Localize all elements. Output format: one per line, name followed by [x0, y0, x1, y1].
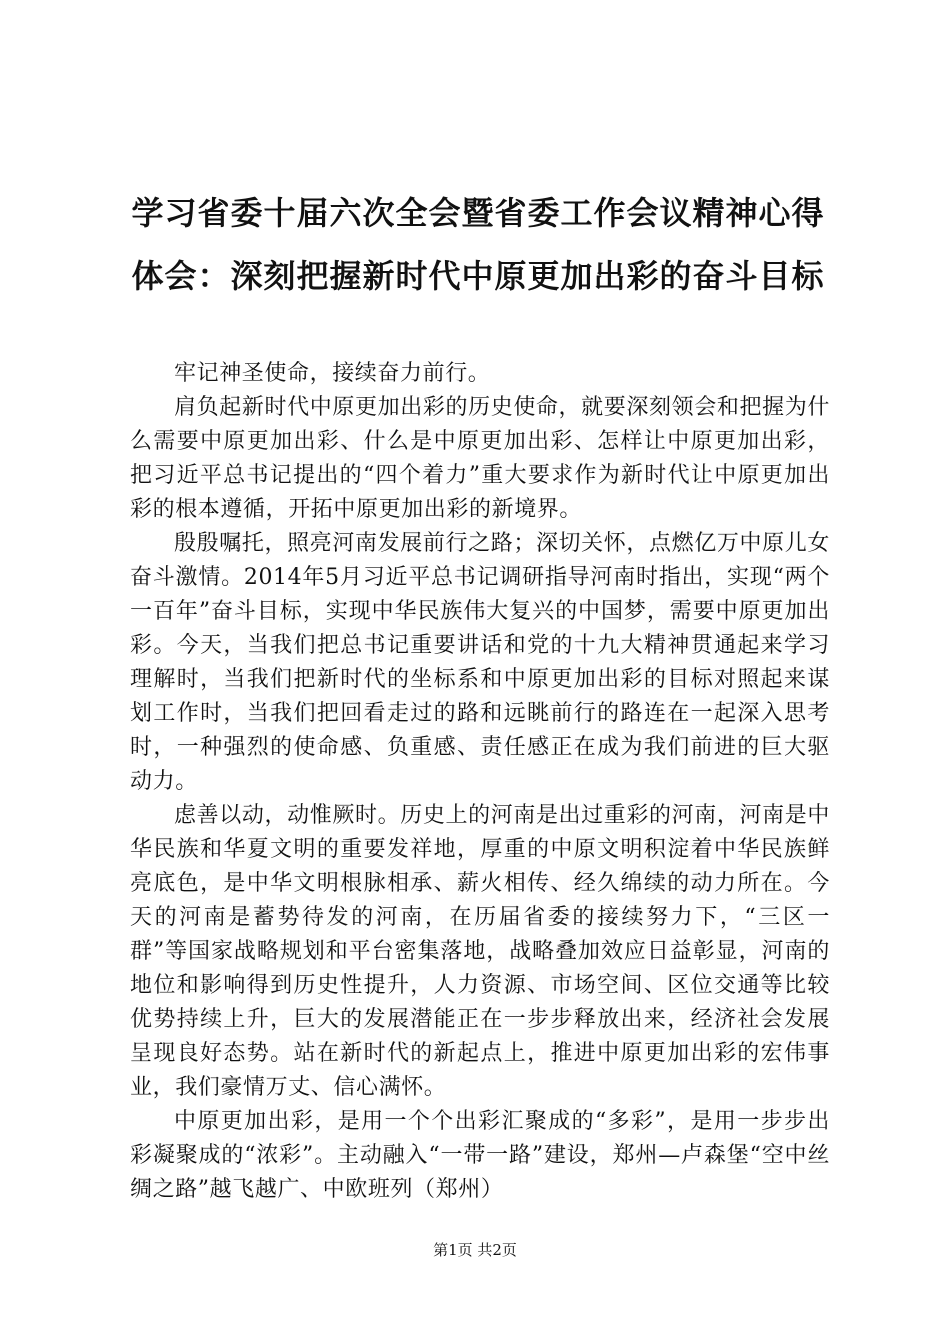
document-body [130, 357, 830, 1207]
paragraph: 虑善以动，动惟厥时。历史上的河南是出过重彩的河南，河南是中华民族和华夏文明的重要发祥地，厚重的中原文明积淀着中华民族鲜亮底色，是中华文明根脉相承、薪火相传、经久绵续的动力所在。今天的河南是蓄势待发的河南，在历届省委的接续努力下，“三区一群”等国家战略规划和平台密集落地，战略叠加效应日益彰显，河南的地位和影响得到历史性提升，人力资源、市场空间、区位交通等比较优势持续上升，巨大的发展潜能正在一步步释放出来，经济社会发展呈现良好态势。站在新时代的新起点上，推进中原更加出彩的宏伟事业，我们豪情万丈、信心满怀。 [130, 803, 830, 1100]
paragraph: 牢记神圣使命，接续奋力前行。 [174, 361, 491, 386]
document-title: 学习省委十届六次全会暨省委工作会议精神心得体会：深刻把握新时代中原更加出彩的奋斗目标 [131, 194, 825, 295]
page-footer: 第1页 共2页 [433, 1241, 517, 1259]
paragraph: 殷殷嘱托，照亮河南发展前行之路；深切关怀，点燃亿万中原儿女奋斗激情。2014年5月习近平总书记调研指导河南时指出，实现“两个一百年”奋斗目标，实现中华民族伟大复兴的中国梦，需要中原更加出彩。今天，当我们把总书记重要讲话和党的十九大精神贯通起来学习理解时，当我们把新时代的坐标系和中原更加出彩的目标对照起来谋划工作时，当我们把回看走过的路和远眺前行的路连在一起深入思考时，一种强烈的使命感、负重感、责任感正在成为我们前进的巨大驱动力。 [130, 531, 830, 794]
paragraph: 肩负起新时代中原更加出彩的历史使命，就要深刻领会和把握为什么需要中原更加出彩、什么是中原更加出彩、怎样让中原更加出彩，把习近平总书记提出的“四个着力”重大要求作为新时代让中原更加出彩的根本遵循，开拓中原更加出彩的新境界。 [130, 395, 830, 522]
paragraph: 中原更加出彩，是用一个个出彩汇聚成的“多彩”，是用一步步出彩凝聚成的“浓彩”。主动融入“一带一路”建设，郑州—卢森堡“空中丝绸之路”越飞越广、中欧班列（郑州） [130, 1109, 830, 1202]
